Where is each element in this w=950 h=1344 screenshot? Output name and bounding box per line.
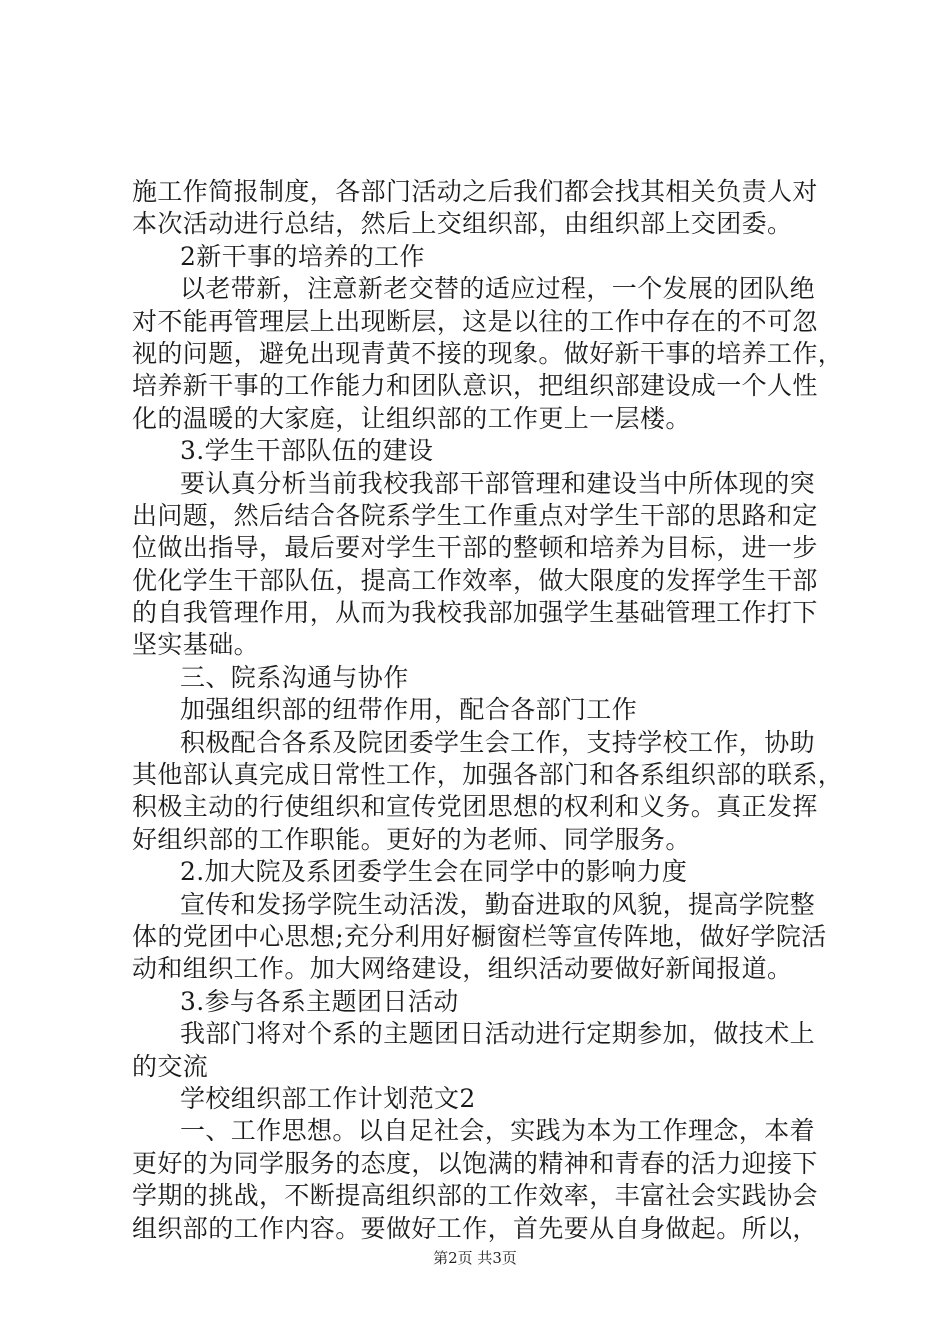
text-line: 一、工作思想。以自足社会，实践为本为工作理念，本着: [180, 1116, 816, 1146]
text-line: 培养新干事的工作能力和团队意识，把组织部建设成一个人性: [132, 371, 818, 401]
text-line: 2.加大院及系团委学生会在同学中的影响力度: [180, 857, 688, 887]
text-line: 加强组织部的纽带作用，配合各部门工作: [180, 695, 638, 725]
text-line: 宣传和发扬学院生动活泼，勤奋进取的风貌，提高学院整: [180, 889, 816, 919]
text-line: 的交流: [132, 1051, 209, 1081]
text-line: 其他部认真完成日常性工作，加强各部门和各系组织部的联系，: [132, 760, 844, 790]
text-line: 施工作简报制度，各部门活动之后我们都会找其相关负责人对: [132, 177, 818, 206]
text-line: 积极主动的行使组织和宣传党团思想的权利和义务。真正发挥: [132, 792, 818, 822]
text-line: 的自我管理作用，从而为我校我部加强学生基础管理工作打下: [132, 598, 818, 628]
text-line: 好组织部的工作职能。更好的为老师、同学服务。: [132, 824, 691, 854]
text-line: 积极配合各系及院团委学生会工作，支持学校工作，协助: [180, 727, 816, 757]
page-number-footer: 第2页 共3页: [433, 1249, 517, 1267]
text-line: 更好的为同学服务的态度，以饱满的精神和青春的活力迎接下: [132, 1148, 818, 1178]
text-line: 3.学生干部队伍的建设: [180, 436, 434, 466]
text-line: 2新干事的培养的工作: [180, 241, 425, 271]
text-line: 本次活动进行总结，然后上交组织部，由组织部上交团委。: [132, 209, 793, 239]
text-line: 优化学生干部队伍，提高工作效率，做大限度的发挥学生干部: [132, 565, 818, 595]
text-line: 以老带新，注意新老交替的适应过程，一个发展的团队绝: [180, 274, 816, 304]
text-line: 出问题，然后结合各院系学生工作重点对学生干部的思路和定: [132, 500, 818, 530]
text-line: 我部门将对个系的主题团日活动进行定期参加，做技术上: [180, 1019, 816, 1049]
text-line: 学校组织部工作计划范文2: [180, 1083, 476, 1113]
text-line: 位做出指导，最后要对学生干部的整顿和培养为目标，进一步: [132, 533, 818, 563]
text-line: 坚实基础。: [132, 630, 260, 660]
text-line: 组织部的工作内容。要做好工作，首先要从自身做起。所以，: [132, 1213, 818, 1243]
text-line: 视的问题，避免出现青黄不接的现象。做好新干事的培养工作，: [132, 338, 844, 368]
text-line: 3.参与各系主题团日活动: [180, 986, 459, 1016]
text-line: 化的温暖的大家庭，让组织部的工作更上一层楼。: [132, 403, 691, 433]
text-line: 动和组织工作。加大网络建设，组织活动要做好新闻报道。: [132, 954, 793, 984]
document-body: [132, 176, 844, 1245]
text-line: 要认真分析当前我校我部干部管理和建设当中所体现的突: [180, 468, 816, 498]
text-line: 学期的挑战，不断提高组织部的工作效率，丰富社会实践协会: [132, 1181, 818, 1211]
text-line: 三、院系沟通与协作: [180, 662, 409, 692]
text-line: 对不能再管理层上出现断层，这是以往的工作中存在的不可忽: [132, 306, 818, 336]
text-line: 体的党团中心思想;充分利用好橱窗栏等宣传阵地，做好学院活: [132, 921, 827, 951]
